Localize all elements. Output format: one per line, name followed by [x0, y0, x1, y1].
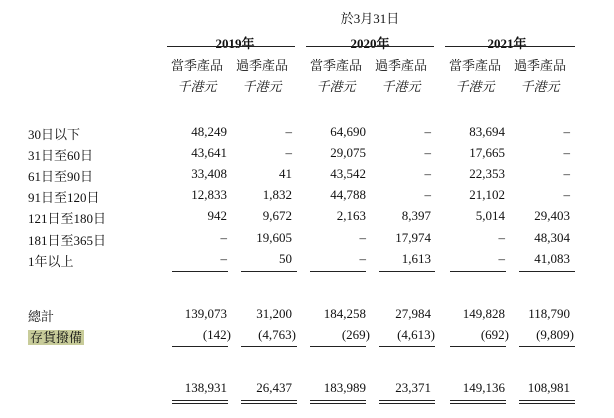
column-header: 過季產品: [513, 58, 566, 73]
row-label: 61日至90日: [28, 169, 94, 184]
table-cell: –: [424, 187, 431, 202]
table-cell: 17,665: [469, 145, 505, 160]
net-double-rule-bottom: [241, 403, 297, 404]
total-cell: 139,073: [184, 306, 227, 321]
unit-label: 千港元: [381, 79, 421, 94]
table-cell: 19,605: [256, 230, 292, 245]
provision-cell: (142): [202, 327, 231, 342]
subtotal-rule: [519, 271, 575, 272]
row-label: 31日至60日: [28, 148, 94, 163]
table-cell: 9,672: [262, 208, 292, 223]
table-cell: 41: [279, 166, 292, 181]
row-label: 30日以下: [28, 127, 81, 142]
table-cell: 5,014: [475, 208, 505, 223]
provision-rule: [450, 346, 506, 347]
table-cell: 44,788: [330, 187, 366, 202]
provision-rule: [379, 346, 435, 347]
provision-label: [28, 327, 84, 346]
row-label: 91日至120日: [28, 190, 100, 205]
net-cell: 183,989: [323, 380, 366, 395]
subtotal-rule: [379, 271, 435, 272]
table-cell: 43,641: [191, 145, 227, 160]
net-double-rule-bottom: [172, 403, 228, 404]
table-cell: 8,397: [401, 208, 431, 223]
table-cell: 1,613: [401, 251, 431, 266]
net-double-rule-top: [450, 400, 506, 401]
provision-cell: (4,613): [397, 327, 435, 342]
table-cell: 12,833: [191, 187, 227, 202]
provision-rule: [519, 346, 575, 347]
table-cell: 29,403: [534, 208, 570, 223]
provision-rule: [241, 346, 297, 347]
unit-label: 千港元: [455, 79, 495, 94]
net-double-rule-bottom: [310, 403, 366, 404]
total-cell: 149,828: [462, 306, 505, 321]
year-rule-2019: [167, 46, 295, 47]
unit-label: 千港元: [242, 79, 282, 94]
table-cell: 64,690: [330, 124, 366, 139]
table-cell: 41,083: [534, 251, 570, 266]
provision-rule: [172, 346, 228, 347]
table-cell: 2,163: [336, 208, 366, 223]
total-cell: 184,258: [323, 306, 366, 321]
subtotal-rule: [241, 271, 297, 272]
table-cell: –: [563, 145, 570, 160]
provision-label-text: 存貨撥備: [30, 330, 83, 345]
period-header: 於3月31日: [340, 11, 400, 26]
net-double-rule-bottom: [519, 403, 575, 404]
table-cell: –: [563, 187, 570, 202]
table-cell: 21,102: [469, 187, 505, 202]
column-header: 當季產品: [448, 58, 501, 73]
provision-cell: (692): [480, 327, 509, 342]
year-header-2019: 2019年: [215, 36, 255, 51]
table-cell: 29,075: [330, 145, 366, 160]
unit-label: 千港元: [177, 79, 217, 94]
row-label: 121日至180日: [28, 211, 107, 226]
net-double-rule-top: [379, 400, 435, 401]
table-cell: –: [220, 230, 227, 245]
net-double-rule-top: [310, 400, 366, 401]
unit-label: 千港元: [520, 79, 560, 94]
total-cell: 118,790: [528, 306, 570, 321]
table-cell: 48,304: [534, 230, 570, 245]
table-cell: –: [424, 166, 431, 181]
net-double-rule-bottom: [450, 403, 506, 404]
subtotal-rule: [172, 271, 228, 272]
net-double-rule-top: [172, 400, 228, 401]
total-cell: 31,200: [256, 306, 292, 321]
table-cell: 22,353: [469, 166, 505, 181]
column-header: 當季產品: [309, 58, 362, 73]
net-cell: 23,371: [395, 380, 431, 395]
column-header: 過季產品: [235, 58, 288, 73]
table-cell: –: [424, 124, 431, 139]
table-cell: 942: [207, 208, 227, 223]
table-cell: –: [563, 166, 570, 181]
table-cell: 43,542: [330, 166, 366, 181]
net-double-rule-bottom: [379, 403, 435, 404]
table-cell: –: [498, 251, 505, 266]
subtotal-rule: [450, 271, 506, 272]
year-rule-2020: [306, 46, 434, 47]
year-header-2020: 2020年: [350, 36, 390, 51]
net-cell: 108,981: [527, 380, 570, 395]
table-cell: 1,832: [262, 187, 292, 202]
provision-rule: [310, 346, 366, 347]
provision-cell: (269): [341, 327, 370, 342]
row-label: 181日至365日: [28, 233, 107, 248]
table-cell: 50: [279, 251, 292, 266]
provision-cell: (9,809): [536, 327, 574, 342]
row-label: 1年以上: [28, 254, 74, 269]
table-cell: –: [563, 124, 570, 139]
table-cell: 17,974: [395, 230, 431, 245]
subtotal-rule: [310, 271, 366, 272]
total-cell: 27,984: [395, 306, 431, 321]
table-cell: –: [498, 230, 505, 245]
table-cell: 33,408: [191, 166, 227, 181]
table-cell: 83,694: [469, 124, 505, 139]
table-cell: –: [359, 251, 366, 266]
table-cell: –: [285, 124, 292, 139]
net-cell: 26,437: [256, 380, 292, 395]
provision-cell: (4,763): [258, 327, 296, 342]
table-cell: –: [220, 251, 227, 266]
column-header: 過季產品: [374, 58, 427, 73]
table-cell: 48,249: [191, 124, 227, 139]
table-cell: –: [285, 145, 292, 160]
table-cell: –: [359, 230, 366, 245]
unit-label: 千港元: [316, 79, 356, 94]
total-label: 總計: [28, 309, 55, 324]
net-double-rule-top: [241, 400, 297, 401]
net-cell: 138,931: [184, 380, 227, 395]
column-header: 當季產品: [170, 58, 223, 73]
year-rule-2021: [445, 46, 575, 47]
net-double-rule-top: [519, 400, 575, 401]
net-cell: 149,136: [462, 380, 505, 395]
year-header-2021: 2021年: [487, 36, 527, 51]
table-cell: –: [424, 145, 431, 160]
